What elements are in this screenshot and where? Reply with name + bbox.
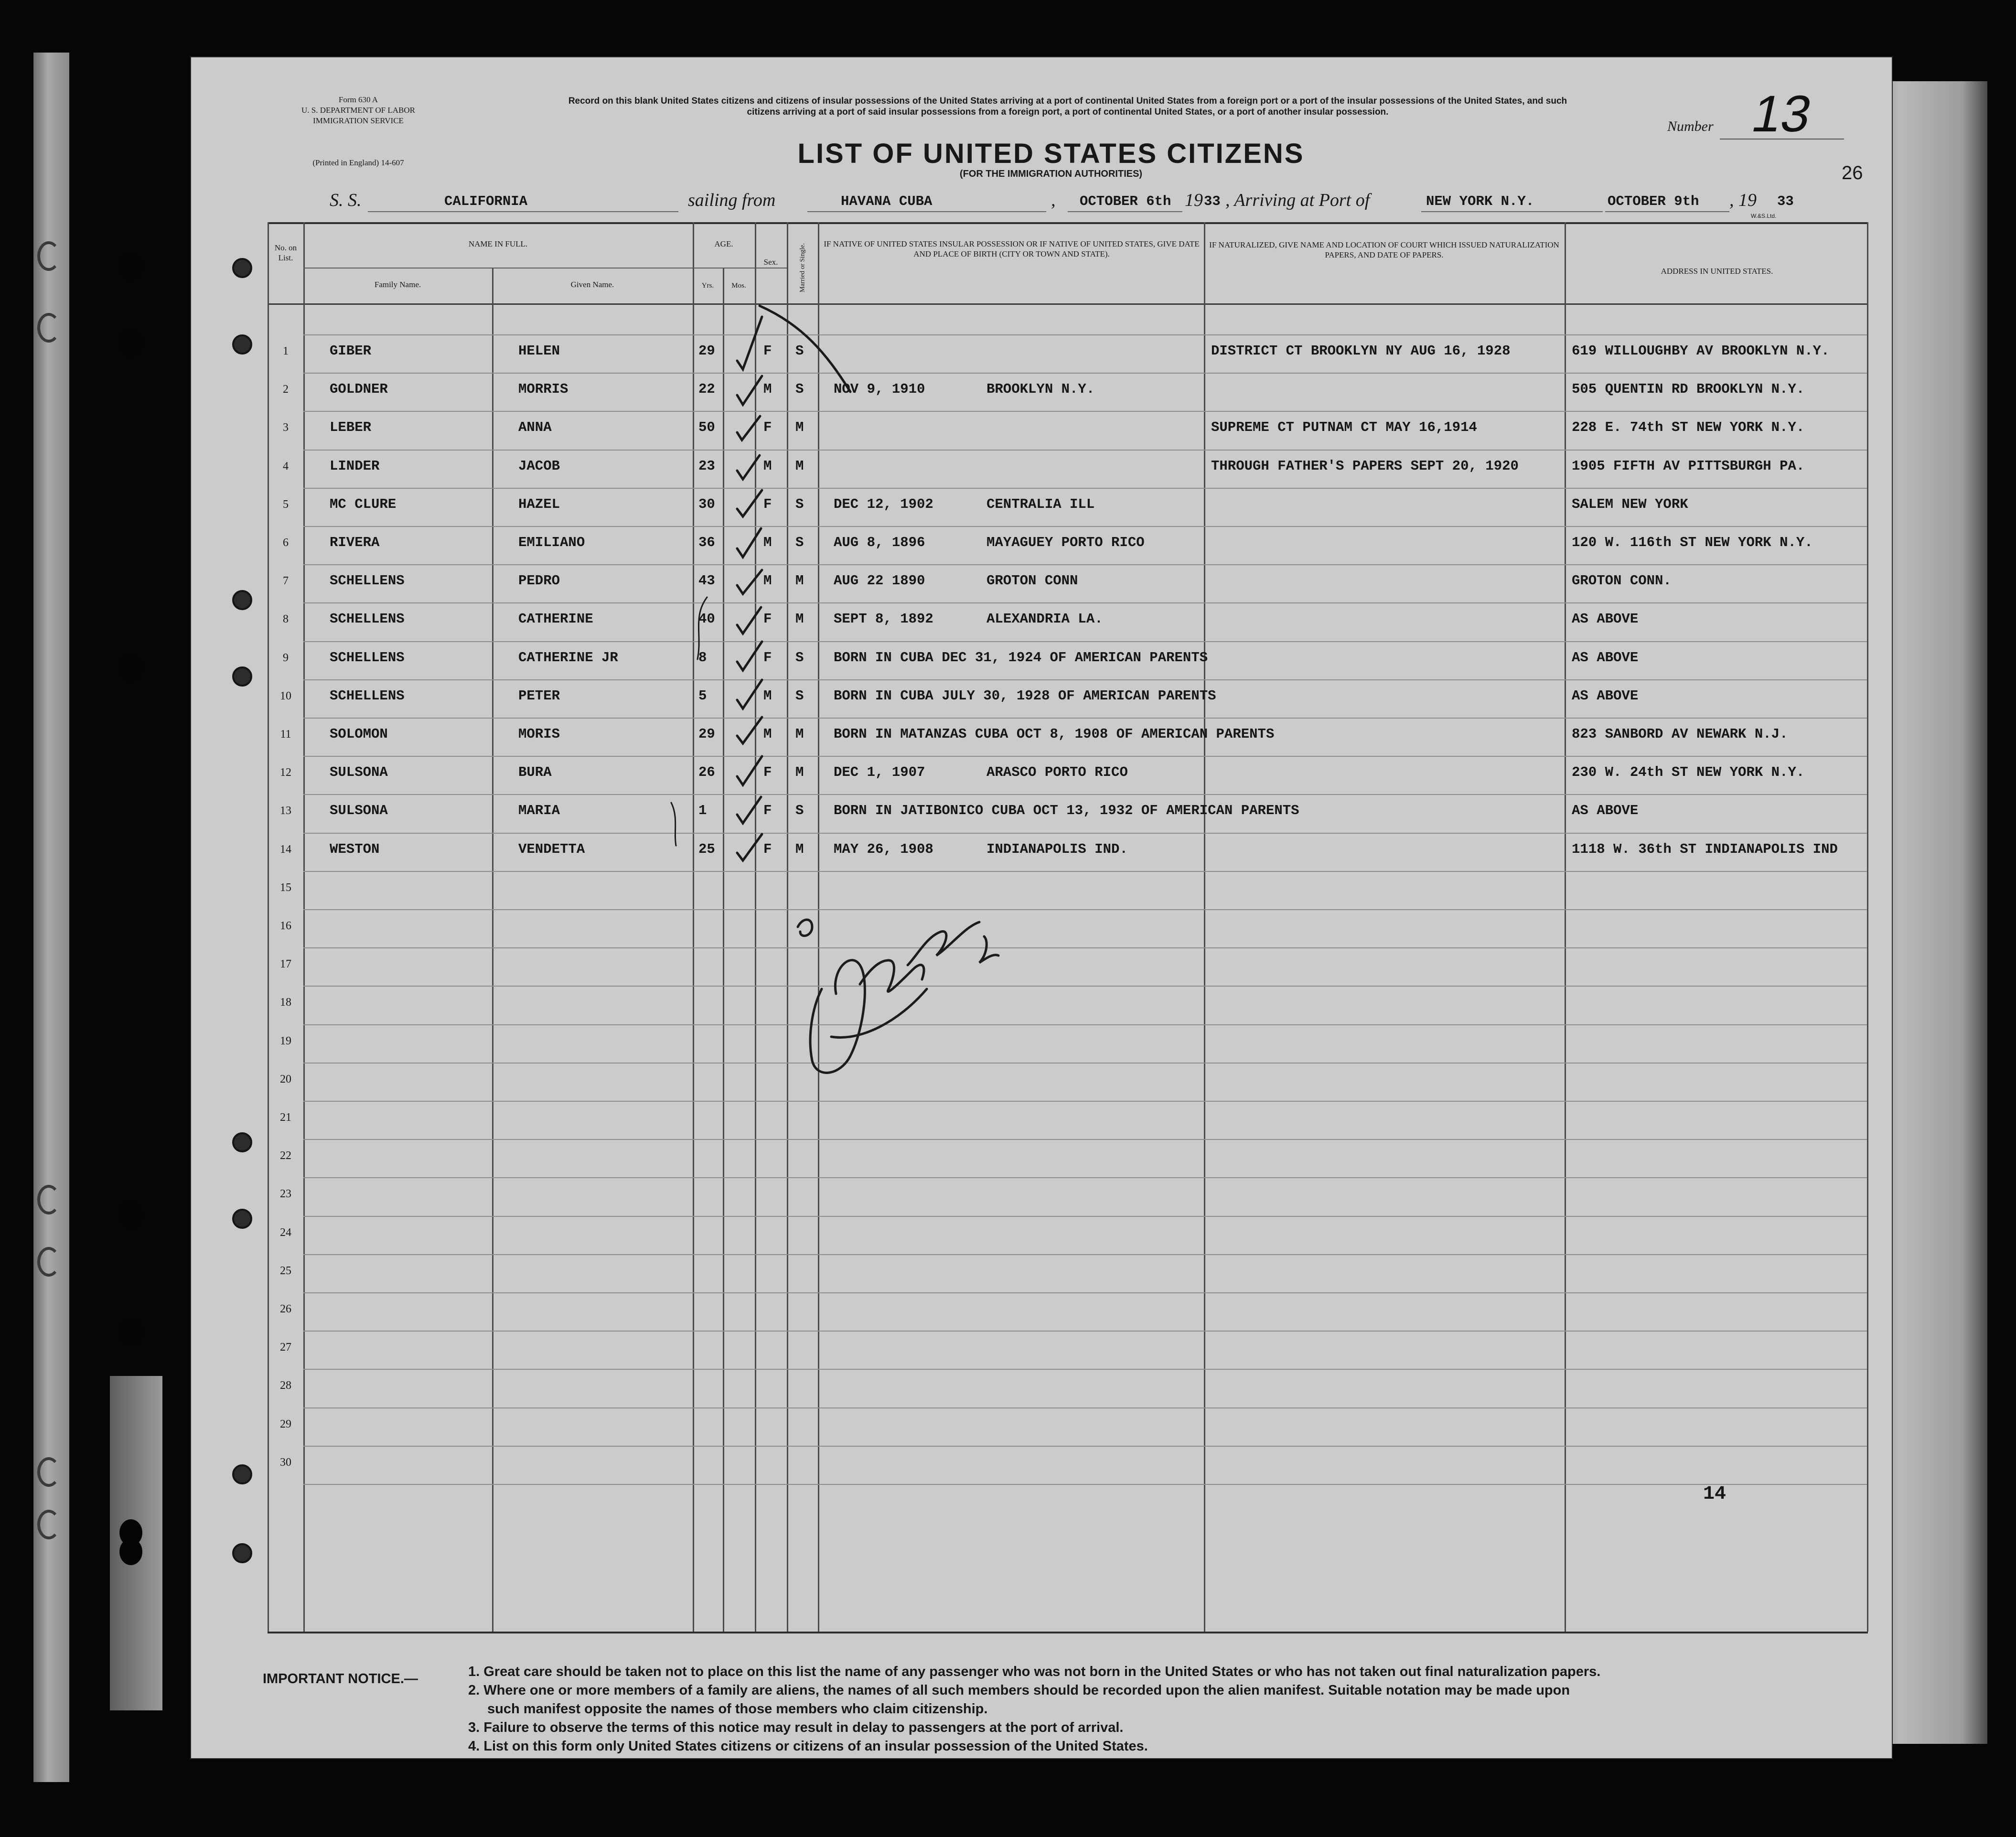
punch-hole xyxy=(232,1209,252,1229)
binder-ring xyxy=(37,1247,60,1277)
sex: F xyxy=(763,803,772,819)
col-no: No. on List. xyxy=(274,243,297,262)
notice-item-3: 3. Failure to observe the terms of this notice may result in delay to passengers at the port of arrival. xyxy=(468,1720,1124,1735)
binder-ring xyxy=(37,313,60,343)
page-stamp: 26 xyxy=(1842,162,1863,183)
arrival-year: 33 xyxy=(1777,193,1794,209)
us-address: 823 SANBORD AV NEWARK N.J. xyxy=(1572,726,1788,742)
row-number: 12 xyxy=(280,766,291,779)
check-mark xyxy=(737,607,761,634)
printed-note: (Printed in England) 14-607 xyxy=(312,158,404,167)
age-years: 1 xyxy=(698,803,707,819)
birth-place: MAYAGUEY PORTO RICO xyxy=(987,535,1145,550)
given-name: BURA xyxy=(518,764,552,781)
col-address: ADDRESS IN UNITED STATES. xyxy=(1661,267,1773,276)
col-family-name: Family Name. xyxy=(374,280,421,289)
sex: F xyxy=(763,611,772,627)
family-name: GOLDNER xyxy=(330,381,388,397)
row-number: 24 xyxy=(280,1226,291,1239)
us-address: AS ABOVE xyxy=(1572,688,1639,704)
marital-status: S xyxy=(795,535,804,550)
marital-status: S xyxy=(795,688,804,704)
row-number: 22 xyxy=(280,1149,291,1162)
birth-place: INDIANAPOLIS IND. xyxy=(987,841,1128,857)
punch-hole xyxy=(119,330,142,356)
sex: M xyxy=(763,573,772,589)
age-years: 36 xyxy=(698,535,715,550)
birth-place: CENTRALIA ILL xyxy=(987,496,1095,512)
printer-mark: W.&S.Ltd. xyxy=(1751,213,1777,219)
us-address: 228 E. 74th ST NEW YORK N.Y. xyxy=(1572,419,1805,436)
row-number: 3 xyxy=(283,421,289,434)
sex: M xyxy=(763,535,772,550)
birth-date: NOV 9, 1910 xyxy=(834,381,925,397)
age-years: 29 xyxy=(698,726,715,742)
punch-hole xyxy=(119,1319,142,1345)
row-number: 13 xyxy=(280,805,291,817)
family-name: SCHELLENS xyxy=(330,649,405,666)
check-mark xyxy=(737,642,762,670)
year-prefix: 19 xyxy=(1185,190,1203,210)
check-mark xyxy=(737,455,760,479)
inspector-signature xyxy=(783,893,1032,1094)
sex: M xyxy=(763,688,772,704)
age-years: 8 xyxy=(698,649,707,666)
birth-date: MAY 26, 1908 xyxy=(834,841,933,857)
birth-date: AUG 8, 1896 xyxy=(834,535,925,550)
row-rule xyxy=(303,1484,1867,1485)
check-mark xyxy=(737,680,762,709)
family-name: SCHELLENS xyxy=(330,573,405,589)
birth-place: BROOKLYN N.Y. xyxy=(987,381,1095,397)
birth-date: BORN IN CUBA DEC 31, 1924 OF AMERICAN PARENTS xyxy=(834,649,1208,666)
row-number: 1 xyxy=(283,345,289,357)
departure-port: HAVANA CUBA xyxy=(841,193,933,209)
notice-heading: IMPORTANT NOTICE.— xyxy=(263,1671,418,1687)
us-address: 230 W. 24th ST NEW YORK N.Y. xyxy=(1572,764,1805,781)
row-rule xyxy=(303,1369,1867,1370)
birth-place: ALEXANDRIA LA. xyxy=(987,611,1103,627)
check-mark xyxy=(737,834,762,860)
sex: F xyxy=(763,419,772,436)
row-rule xyxy=(303,1254,1867,1255)
col-naturalized: IF NATURALIZED, GIVE NAME AND LOCATION OF COURT WHICH ISSUED NATURALIZATION PAPERS, AND DATE OF PAPERS. xyxy=(1209,240,1559,259)
col-yrs: Yrs. xyxy=(701,282,714,290)
notice-item-2: 2. Where one or more members of a family are aliens, the names of all such members should be recorded upon the alien manifest. Suitable notation may be made upon xyxy=(468,1683,1570,1698)
sex: F xyxy=(763,343,772,359)
row-rule xyxy=(303,1446,1867,1447)
age-years: 50 xyxy=(698,419,715,436)
age-years: 5 xyxy=(698,688,707,704)
sex: M xyxy=(763,726,772,742)
notice-item-1: 1. Great care should be taken not to place on this list the name of any passenger who was not born in the United States or who has not taken out final naturalization papers. xyxy=(468,1664,1601,1679)
row-number: 7 xyxy=(283,575,289,588)
row-rule xyxy=(303,1139,1867,1140)
punch-hole xyxy=(119,253,142,280)
row-rule xyxy=(303,1292,1867,1293)
us-address: GROTON CONN. xyxy=(1572,573,1672,589)
family-name: WESTON xyxy=(330,841,380,857)
given-name: CATHERINE xyxy=(518,611,593,627)
list-number: 13 xyxy=(1747,85,1817,142)
birth-date: BORN IN CUBA JULY 30, 1928 OF AMERICAN PARENTS xyxy=(834,688,1216,704)
check-mark xyxy=(737,317,762,369)
family-name: GIBER xyxy=(330,343,372,359)
age-years: 29 xyxy=(698,343,715,359)
us-address: AS ABOVE xyxy=(1572,649,1639,666)
given-name: HELEN xyxy=(518,343,560,359)
row-rule xyxy=(303,1331,1867,1332)
page-subtitle: (FOR THE IMMIGRATION AUTHORITIES) xyxy=(959,169,1143,179)
binder-ring xyxy=(37,1457,60,1487)
row-number: 10 xyxy=(280,689,291,702)
family-name: RIVERA xyxy=(330,535,380,550)
notice-item-4: 4. List on this form only United States citizens or citizens of an insular possession of the United States. xyxy=(468,1739,1148,1754)
given-name: VENDETTA xyxy=(518,841,585,857)
marital-status: M xyxy=(795,726,804,742)
given-name: EMILIANO xyxy=(518,535,585,550)
family-name: MC CLURE xyxy=(330,496,397,512)
given-name: MARIA xyxy=(518,803,560,819)
marital-status: M xyxy=(795,458,804,474)
row-number: 26 xyxy=(280,1303,291,1315)
age-years: 26 xyxy=(698,764,715,781)
check-mark xyxy=(737,416,760,440)
age-years: 40 xyxy=(698,611,715,627)
sex: F xyxy=(763,764,772,781)
notice-item-2-cont: such manifest opposite the names of those members who claim citizenship. xyxy=(487,1701,988,1717)
birth-place: ARASCO PORTO RICO xyxy=(987,764,1128,781)
family-name: SCHELLENS xyxy=(330,611,405,627)
us-address: SALEM NEW YORK xyxy=(1572,496,1688,512)
row-rule xyxy=(303,1101,1867,1102)
punch-hole xyxy=(232,1543,252,1563)
col-married: Married or Single. xyxy=(799,243,806,293)
family-name: SULSONA xyxy=(330,764,388,781)
arrival-date: OCTOBER 9th xyxy=(1608,193,1699,209)
departure-date: OCTOBER 6th xyxy=(1080,193,1171,209)
us-address: AS ABOVE xyxy=(1572,611,1639,627)
department: U. S. DEPARTMENT OF LABOR xyxy=(301,106,415,115)
age-years: 43 xyxy=(698,573,715,589)
family-name: SOLOMON xyxy=(330,726,388,742)
marital-status: S xyxy=(795,496,804,512)
row-number: 8 xyxy=(283,613,289,626)
given-name: PETER xyxy=(518,688,560,704)
naturalization: THROUGH FATHER'S PAPERS SEPT 20, 1920 xyxy=(1211,458,1519,474)
departure-year: 33 xyxy=(1204,193,1221,209)
birth-date: SEPT 8, 1892 xyxy=(834,611,933,627)
col-sex: Sex. xyxy=(763,258,778,267)
punch-hole xyxy=(232,1464,252,1484)
marital-status: M xyxy=(795,419,804,436)
pen-stroke xyxy=(760,306,850,392)
table-bottom-rule xyxy=(268,1632,1868,1633)
bracket xyxy=(671,803,676,846)
punch-hole xyxy=(119,655,142,681)
row-number: 11 xyxy=(280,728,291,741)
row-rule xyxy=(303,947,1867,948)
row-number: 19 xyxy=(280,1034,291,1047)
ss-label: S. S. xyxy=(330,190,362,210)
arrival-year-prefix: , 19 xyxy=(1729,190,1757,210)
comma: , xyxy=(1051,190,1056,210)
given-name: MORIS xyxy=(518,726,560,742)
row-rule xyxy=(303,1177,1867,1178)
age-years: 25 xyxy=(698,841,715,857)
marital-status: M xyxy=(795,611,804,627)
check-mark xyxy=(737,717,762,743)
marital-status: M xyxy=(795,841,804,857)
age-years: 30 xyxy=(698,496,715,512)
us-address: 1905 FIFTH AV PITTSBURGH PA. xyxy=(1572,458,1805,474)
row-number: 20 xyxy=(280,1073,291,1085)
row-number: 29 xyxy=(280,1418,291,1430)
punch-hole xyxy=(119,1538,142,1565)
marital-status: M xyxy=(795,573,804,589)
number-label: Number xyxy=(1667,118,1714,134)
bracket xyxy=(697,597,707,659)
marital-status: S xyxy=(795,343,804,359)
family-name: LINDER xyxy=(330,458,380,474)
col-name-in-full: NAME IN FULL. xyxy=(468,239,528,248)
check-mark xyxy=(737,797,761,823)
binder-ring xyxy=(37,1510,60,1539)
row-number: 23 xyxy=(280,1188,291,1201)
check-mark xyxy=(737,756,762,785)
birth-date: BORN IN MATANZAS CUBA OCT 8, 1908 OF AMERICAN PARENTS xyxy=(834,726,1275,742)
arriving-label: , Arriving at Port of xyxy=(1225,190,1370,210)
service: IMMIGRATION SERVICE xyxy=(313,116,404,125)
us-address: 1118 W. 36th ST INDIANAPOLIS IND xyxy=(1572,841,1838,857)
form-number: Form 630 A xyxy=(338,95,378,104)
row-number: 18 xyxy=(280,996,291,1009)
given-name: CATHERINE JR xyxy=(518,649,618,666)
row-number: 6 xyxy=(283,537,289,549)
row-number: 16 xyxy=(280,920,291,932)
sex: F xyxy=(763,841,772,857)
birth-date: DEC 1, 1907 xyxy=(834,764,925,781)
row-number: 25 xyxy=(280,1264,291,1277)
given-name: HAZEL xyxy=(518,496,560,512)
naturalization: DISTRICT CT BROOKLYN NY AUG 16, 1928 xyxy=(1211,343,1511,359)
binder-ring xyxy=(37,1185,60,1214)
row-rule xyxy=(303,1407,1867,1408)
birth-date: AUG 22 1890 xyxy=(834,573,925,589)
us-address: 505 QUENTIN RD BROOKLYN N.Y. xyxy=(1572,381,1805,397)
given-name: PEDRO xyxy=(518,573,560,589)
row-number: 17 xyxy=(280,958,291,971)
sex: F xyxy=(763,649,772,666)
row-number: 4 xyxy=(283,460,289,473)
row-number: 30 xyxy=(280,1456,291,1469)
row-number: 2 xyxy=(283,383,289,396)
birth-place: GROTON CONN xyxy=(987,573,1078,589)
col-given-name: Given Name. xyxy=(570,280,614,289)
page-title: LIST OF UNITED STATES CITIZENS xyxy=(797,138,1305,169)
binder-ring xyxy=(37,241,60,271)
passenger-tally: 14 xyxy=(1703,1483,1726,1505)
given-name: ANNA xyxy=(518,419,552,436)
check-mark xyxy=(737,376,762,405)
sex: M xyxy=(763,458,772,474)
sailing-label: sailing from xyxy=(688,190,776,210)
row-number: 21 xyxy=(280,1111,291,1124)
row-rule xyxy=(303,1216,1867,1217)
checkmarks xyxy=(191,57,1892,917)
us-address: 619 WILLOUGHBY AV BROOKLYN N.Y. xyxy=(1572,343,1830,359)
row-number: 28 xyxy=(280,1379,291,1392)
row-number: 15 xyxy=(280,881,291,894)
row-number: 9 xyxy=(283,651,289,664)
family-name: SCHELLENS xyxy=(330,688,405,704)
manifest-sheet xyxy=(191,57,1892,1758)
check-mark xyxy=(737,528,761,557)
birth-date: DEC 12, 1902 xyxy=(834,496,933,512)
check-mark xyxy=(737,490,762,516)
col-age: AGE. xyxy=(714,239,733,248)
check-mark xyxy=(737,570,762,594)
age-years: 23 xyxy=(698,458,715,474)
us-address: AS ABOVE xyxy=(1572,803,1639,819)
marital-status: M xyxy=(795,764,804,781)
ship-name: CALIFORNIA xyxy=(444,193,528,209)
marital-status: S xyxy=(795,803,804,819)
sex: F xyxy=(763,496,772,512)
row-rule xyxy=(303,1024,1867,1025)
row-rule xyxy=(303,1063,1867,1064)
punch-hole xyxy=(119,1202,142,1228)
family-name: LEBER xyxy=(330,419,372,436)
given-name: MORRIS xyxy=(518,381,568,397)
birth-date: BORN IN JATIBONICO CUBA OCT 13, 1932 OF AMERICAN PARENTS xyxy=(834,803,1299,819)
row-number: 27 xyxy=(280,1341,291,1354)
arrival-port: NEW YORK N.Y. xyxy=(1426,193,1534,209)
given-name: JACOB xyxy=(518,458,560,474)
us-address: 120 W. 116th ST NEW YORK N.Y. xyxy=(1572,535,1813,550)
family-name: SULSONA xyxy=(330,803,388,819)
row-rule xyxy=(303,986,1867,987)
sex: M xyxy=(763,381,772,397)
col-native: IF NATIVE OF UNITED STATES INSULAR POSSESSION OR IF NATIVE OF UNITED STATES, GIVE DATE AND PLACE OF BIRTH (CITY OR TOWN AND STATE). xyxy=(824,239,1200,258)
marital-status: S xyxy=(795,649,804,666)
row-number: 14 xyxy=(280,843,291,856)
row-number: 5 xyxy=(283,498,289,511)
col-mos: Mos. xyxy=(731,282,746,290)
punch-hole xyxy=(232,1132,252,1152)
naturalization: SUPREME CT PUTNAM CT MAY 16,1914 xyxy=(1211,419,1477,436)
record-instructions: Record on this blank United States citizens and citizens of insular possessions of the United States arriving at a port of continental United States from a foreign port or a port of the insular possessions of the United States, and such citizens arriving at a port of said insular possessions from a foreign port, a port of continental United States, or a port of another insular possession. xyxy=(568,96,1567,117)
age-years: 22 xyxy=(698,381,715,397)
marital-status: S xyxy=(795,381,804,397)
